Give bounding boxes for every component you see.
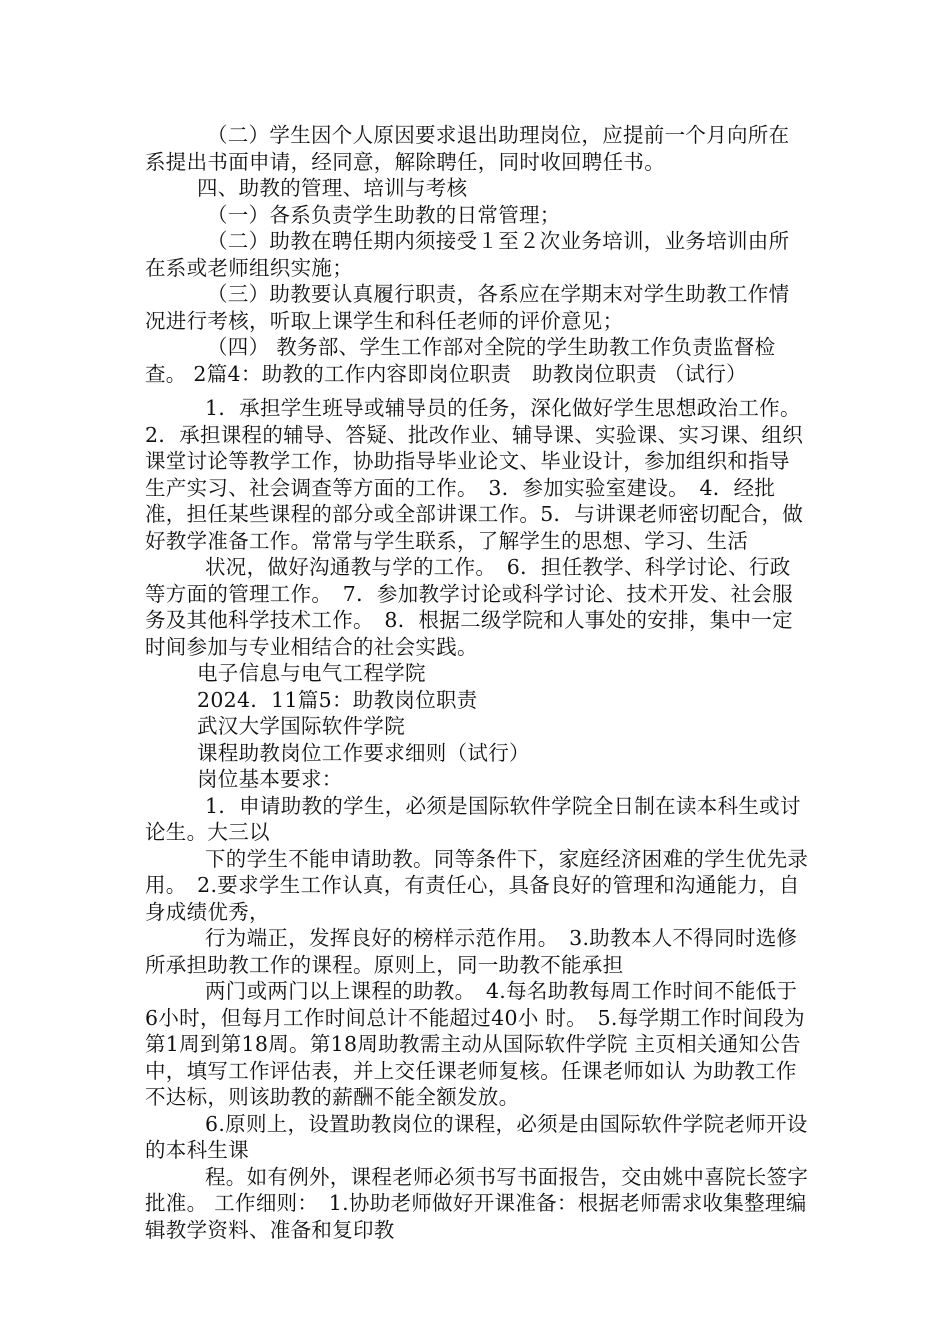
- university-school-name: 武汉大学国际软件学院: [197, 714, 405, 738]
- requirement-2-continued: 行为端正，发挥良好的榜样示范作用。 3.助教本人不得同时选修所承担助教工作的课程。原则上，同一助教不能承担: [145, 926, 798, 977]
- paragraph-withdrawal: （二）学生因个人原因要求退出助理岗位，应提前一个月向所在系提出书面申请，经同意，解除聘任，同时收回聘任书。: [145, 123, 790, 174]
- rules-title: 课程助教岗位工作要求细则（试行）: [197, 740, 530, 765]
- basic-requirements-heading: 岗位基本要求：: [197, 767, 343, 791]
- heading-management-training: 四、助教的管理、培训与考核: [197, 176, 468, 200]
- requirement-1: 1．申请助教的学生，必须是国际软件学院全日制在读本科生或讨论生。大三以: [145, 793, 801, 844]
- paragraph-duties-continued: 状况，做好沟通教与学的工作。 6．担任教学、科学讨论、行政等方面的管理工作。 7．参加教学讨论或科学讨论、技术开发、社会服务及其他科学技术工作。 8．根据二级学院和人事处的安排，集中一定时间参加与专业相结合的社会实践。: [145, 555, 793, 659]
- paragraph-supervision: （四） 教务部、学生工作部对全院的学生助教工作负责监督检查。 2篇4：助教的工作内容即岗位职责 助教岗位职责 （试行）: [145, 335, 776, 386]
- paragraph-daily-management: （一）各系负责学生助教的日常管理；: [207, 202, 561, 227]
- requirement-1-continued: 下的学生不能申请助教。同等条件下，家庭经济困难的学生优先录用。 2.要求学生工作认真，有责任心，具备良好的管理和沟通能力，自身成绩优秀，: [145, 846, 809, 924]
- school-name-electronic: 电子信息与电气工程学院: [197, 661, 426, 685]
- date-and-article-title: 2024．11篇5：助教岗位职责: [197, 687, 478, 712]
- paragraph-training: （二）助教在聘任期内须接受１至２次业务培训，业务培训由所在系或老师组织实施；: [145, 229, 790, 280]
- requirement-6-continued: 程。如有例外，课程老师必须书写书面报告，交由姚中喜院长签字批准。 工作细则： 1.协助老师做好开课准备：根据老师需求收集整理编辑教学资料、准备和复印教: [145, 1164, 809, 1242]
- paragraph-assessment: （三）助教要认真履行职责，各系应在学期末对学生助教工作情况进行考核，听取上课学生和科任老师的评价意见；: [145, 282, 790, 333]
- requirement-3-continued: 两门或两门以上课程的助教。 4.每名助教每周工作时间不能低于6小时，但每月工作时间总计不能超过40小 时。 5.每学期工作时间段为第1周到第18周。第18周助教需主动从国际软件学院 主页相关通知公告中，填写工作评估表，并上交任课老师复核。任课老师如认 为助教工作不达标，则该助教的薪酬不能全额发放。: [145, 979, 805, 1109]
- paragraph-duties-list: 1．承担学生班导或辅导员的任务，深化做好学生思想政治工作。 2．承担课程的辅导、答疑、批改作业、辅导课、实验课、实习课、组织课堂讨论等教学工作，协助指导毕业论文、毕业设计，参加组织和指导生产实习、社会调查等方面的工作。 3．参加实验室建设。 4．经批准，担任某些课程的部分或全部讲课工作。5．与讲课老师密切配合，做好教学准备工作。常常与学生联系，了解学生的思想、学习、生活: [145, 396, 812, 553]
- requirement-6: 6.原则上，设置助教岗位的课程，必须是由国际软件学院老师开设的本科生课: [145, 1111, 808, 1162]
- document-page: [145, 122, 810, 1243]
